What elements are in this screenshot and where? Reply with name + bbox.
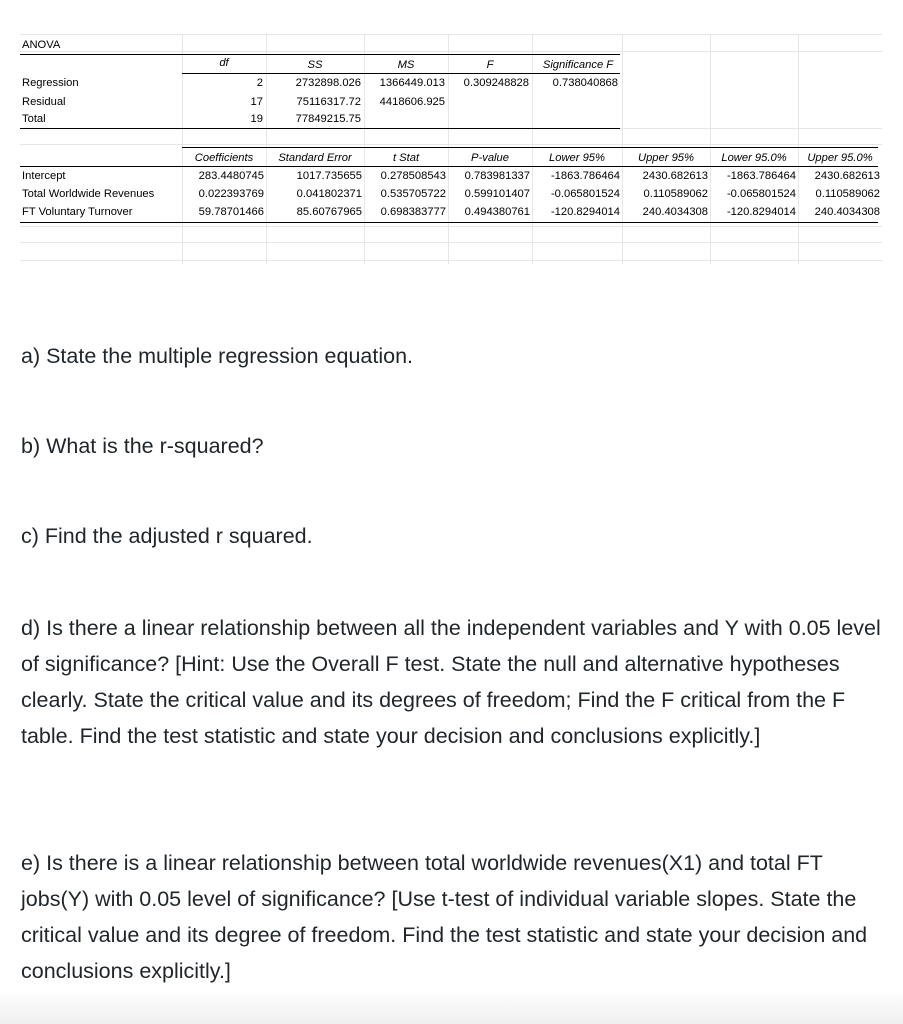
anova-cell-ss: 75116317.72 <box>296 96 361 108</box>
anova-cell-ms: 1366449.013 <box>379 77 445 89</box>
anova-header-f: F <box>486 59 494 71</box>
coef-header-rule <box>20 166 878 167</box>
coef-cell: 0.783981337 <box>464 170 530 182</box>
coef-cell: 0.041802371 <box>296 188 362 200</box>
coef-header: Upper 95.0% <box>807 152 873 164</box>
anova-header-ms: MS <box>397 59 415 71</box>
anova-bottom-rule <box>20 128 620 129</box>
coef-cell: -120.8294014 <box>550 206 620 218</box>
anova-header-ss: SS <box>307 59 323 71</box>
gridline <box>20 51 882 52</box>
coef-cell: -1863.786464 <box>550 170 620 182</box>
question-e: e) Is there is a linear relationship between total worldwide revenues(X1) and total FT jobs(Y) with 0.05 level of significance? [Use t-test of individual variable slopes. State the critical value and its degree of freedom. Find the test statistic and state your decision and conclusions explicitly.] <box>21 851 868 983</box>
coef-row-label: Total Worldwide Revenues <box>22 188 155 200</box>
anova-title: ANOVA <box>22 39 61 51</box>
anova-row-label: Total <box>22 113 46 125</box>
anova-header-rule <box>182 73 620 74</box>
anova-cell-f: 0.309248828 <box>463 77 529 89</box>
question-c: c) Find the adjusted r squared. <box>21 524 313 548</box>
anova-top-rule <box>20 54 620 55</box>
coef-cell: 0.599101407 <box>464 188 530 200</box>
coef-header: t Stat <box>392 152 420 164</box>
gridline <box>20 226 882 227</box>
coef-header: Coefficients <box>194 152 254 164</box>
coef-cell: 0.278508543 <box>380 170 446 182</box>
gridline <box>798 34 799 264</box>
anova-cell-df: 2 <box>256 77 263 89</box>
coef-cell: 0.110589062 <box>643 188 708 200</box>
coef-header: P-value <box>471 152 509 164</box>
question-d: d) Is there a linear relationship between all the independent variables and Y with 0.05 level of significance? [Hint: Use the Overall F test. State the null and alternative hypotheses clearly. State the critical value and its degrees of freedom; Find the F critical from the F table. Find the test statistic and state your decision and conclusions explicitly.] <box>21 616 881 748</box>
anova-cell-ss: 2732898.026 <box>295 77 361 89</box>
coef-cell: 0.110589062 <box>815 188 880 200</box>
coef-cell: 240.4034308 <box>814 206 880 218</box>
anova-cell-ss: 77849215.75 <box>295 113 361 125</box>
anova-cell-df: 17 <box>250 96 263 108</box>
coef-cell: 59.78701466 <box>198 206 264 218</box>
coef-cell: 283.4480745 <box>198 170 264 182</box>
coef-cell: -1863.786464 <box>726 170 796 182</box>
coef-cell: 0.698383777 <box>380 206 446 218</box>
coef-cell: 0.494380761 <box>464 206 530 218</box>
anova-row-label: Residual <box>22 96 66 108</box>
question-b: b) What is the r-squared? <box>21 434 264 458</box>
coef-cell: 1017.735655 <box>296 170 362 182</box>
gridline <box>20 34 882 35</box>
coef-row-label: FT Voluntary Turnover <box>22 206 133 218</box>
anova-row-label: Regression <box>22 77 79 89</box>
coef-cell: -0.065801524 <box>726 188 796 200</box>
coef-header: Lower 95% <box>549 152 605 164</box>
coef-cell: 240.4034308 <box>642 206 708 218</box>
coef-header: Lower 95.0% <box>721 152 787 164</box>
anova-cell-df: 19 <box>250 113 263 125</box>
coef-cell: 85.60767965 <box>296 206 362 218</box>
coef-cell: 0.022393769 <box>198 188 264 200</box>
anova-cell-significance-f: 0.738040868 <box>552 77 618 89</box>
coef-cell: 0.535705722 <box>380 188 446 200</box>
gridline <box>710 34 711 264</box>
anova-header-significance-f: Significance F <box>542 59 614 71</box>
coef-row-label: Intercept <box>22 170 66 182</box>
question-a: a) State the multiple regression equation. <box>21 344 414 368</box>
coef-bottom-rule <box>20 222 878 223</box>
coef-cell: 2430.682613 <box>814 170 880 182</box>
coef-cell: -0.065801524 <box>550 188 620 200</box>
anova-cell-ms: 4418606.925 <box>379 96 445 108</box>
coef-cell: 2430.682613 <box>642 170 708 182</box>
bottom-fade <box>0 990 903 1024</box>
coef-header: Standard Error <box>278 152 352 164</box>
gridline <box>20 144 882 145</box>
coef-cell: -120.8294014 <box>726 206 796 218</box>
regression-output-sheet <box>20 34 882 264</box>
anova-header-df: df <box>219 57 229 69</box>
coef-header: Upper 95% <box>638 152 694 164</box>
gridline <box>20 260 882 261</box>
gridline <box>20 242 882 243</box>
coef-top-rule <box>182 147 878 148</box>
